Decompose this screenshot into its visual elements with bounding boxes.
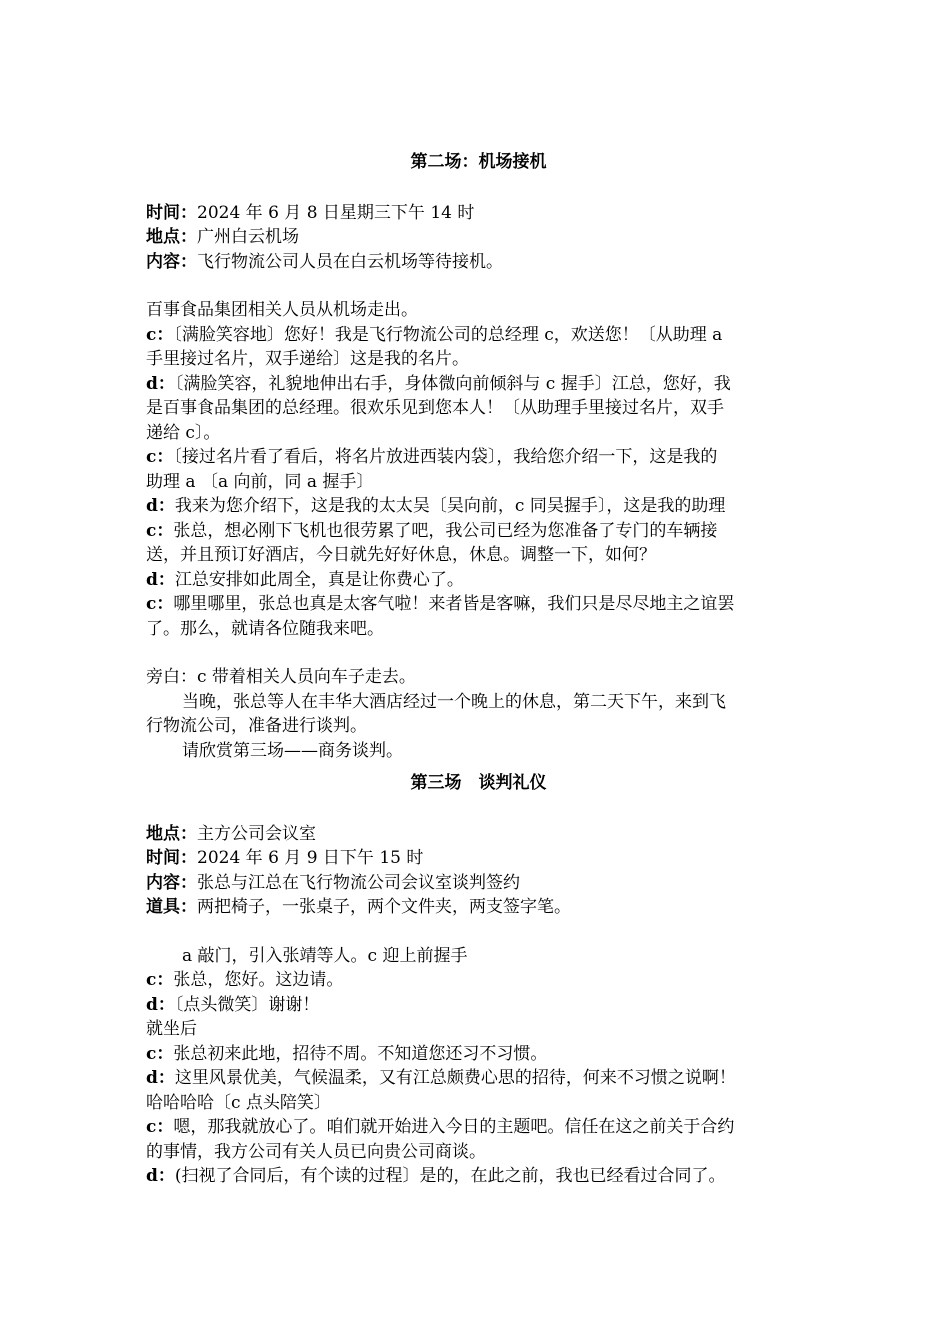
scene3-meta-content [146,871,811,896]
meta-value: 张总与江总在飞行物流公司会议室谈判签约 [197,872,520,893]
dialogue-line [146,1164,811,1189]
narration: 旁白：c 带着相关人员向车子走去。 [146,667,416,687]
speaker-label: d： [146,496,175,516]
dialogue-line: 是百事食品集团的总经理。很欢乐见到您本人！〔从助理手里接过名片，双手 [146,398,724,418]
scene2-meta-place [146,225,811,250]
scene2-meta-time [146,201,811,226]
dialogue-text: (扫视了合同后，有个读的过程〕是的，在此之前，我也已经看过合同了。 [174,1166,726,1186]
scene3-meta-place [146,822,811,847]
meta-value: 2024 年 6 月 8 日星期三下午 14 时 [197,202,475,223]
speaker-label: c： [146,1043,174,1064]
dialogue-text: 嗯，那我就放心了。咱们就开始进入今日的主题吧。信任在这之前关于合约 [173,1117,735,1137]
meta-value: 2024 年 6 月 9 日下午 15 时 [197,848,424,868]
dialogue-line: 手里接过名片，双手递给〕这是我的名片。 [146,349,469,369]
dialogue-line: 了。那么，就请各位随我来吧。 [146,618,384,639]
scene2-title: 第二场：机场接机 [410,152,547,172]
meta-label: 内容： [146,872,197,893]
dialogue-text: 张总，您好。这边请。 [173,970,344,990]
dialogue-text: 张总，想必刚下飞机也很劳累了吧，我公司已经为您准备了专门的车辆接 [173,520,718,541]
narration-paragraph: 当晚，张总等人在丰华大酒店经过一个晚上的休息，第二天下午，来到飞 [182,691,726,712]
dialogue-line: 的事情，我方公司有关人员已向贵公司商谈。 [146,1141,486,1162]
meta-label: 时间： [146,848,197,868]
speaker-label: d： [146,994,175,1015]
scene3-meta-time [146,846,811,871]
meta-label: 时间： [146,202,197,223]
dialogue-line: 哈哈哈哈〔c 点头陪笑〕 [146,1092,331,1113]
narration-paragraph: 行物流公司，准备进行谈判。 [146,716,367,736]
dialogue-text: 哪里哪里，张总也真是太客气啦！来者皆是客嘛，我们只是尽尽地主之谊罢 [173,594,735,614]
meta-label: 内容： [146,251,197,272]
meta-value: 两把椅子，一张桌子，两个文件夹，两支签字笔。 [197,897,571,917]
dialogue-text: 〔满脸笑容，礼貌地伸出右手，身体微向前倾斜与 c 握手〕江总，您好，我 [174,373,731,394]
speaker-label: d： [146,569,175,590]
meta-value: 广州白云机场 [197,227,299,247]
scene3-meta-props [146,895,811,920]
speaker-label: c： [146,970,174,990]
spacer [146,274,811,298]
scene2-intro: 百事食品集团相关人员从机场走出。 [146,300,418,320]
dialogue-line [146,993,811,1018]
dialogue-line: 递给 c〕。 [146,422,221,443]
speaker-label: c： [146,324,174,345]
dialogue-text: 江总安排如此周全，真是让你费心了。 [174,569,464,590]
dialogue-text: 张总初来此地，招待不周。不知道您还习不习惯。 [173,1043,548,1064]
dialogue-line [146,494,811,519]
narration-paragraph: 请欣赏第三场——商务谈判。 [182,740,403,761]
dialogue-text: 〔满脸笑容地〕您好！我是飞行物流公司的总经理 c，欢送您！〔从助理 a [173,324,723,345]
dialogue-line [146,1115,811,1140]
spacer [146,920,811,944]
dialogue-text: 我来为您介绍下，这是我的太太吴〔吴向前，c 同吴握手〕，这是我的助理 [174,496,726,516]
dialogue-line [146,445,811,470]
dialogue-line [146,519,811,544]
meta-label: 地点： [146,823,197,844]
speaker-label: d： [146,373,175,394]
dialogue-text: 这里风景优美，气候温柔，又有江总颇费心思的招待，何来不习惯之说啊！ [174,1068,736,1088]
spacer [146,641,811,665]
dialogue-line: 送，并且预订好酒店，今日就先好好休息，休息。调整一下，如何？ [146,545,656,565]
speaker-label: d： [146,1166,175,1186]
speaker-label: c： [146,520,174,541]
dialogue-line: 助理 a 〔a 向前，同 a 握手〕 [146,471,374,492]
stage-direction: 就坐后 [146,1019,197,1039]
dialogue-line [146,323,811,348]
meta-label: 道具： [146,897,197,917]
speaker-label: c： [146,1117,174,1137]
dialogue-line [146,968,811,993]
stage-action: a 敲门，引入张靖等人。c 迎上前握手 [182,945,468,966]
speaker-label: d： [146,1068,175,1088]
speaker-label: c： [146,594,174,614]
dialogue-line [146,1066,811,1091]
dialogue-line [146,592,811,617]
dialogue-line [146,372,811,397]
dialogue-text: 〔点头微笑〕谢谢！ [174,994,320,1015]
meta-value: 主方公司会议室 [197,823,316,844]
document-page [146,150,811,1189]
scene2-meta-content [146,250,811,275]
speaker-label: c： [146,447,174,467]
meta-value: 飞行物流公司人员在白云机场等待接机。 [197,251,503,272]
dialogue-text: 〔接过名片看了看后，将名片放进西装内袋〕，我给您介绍一下，这是我的 [173,447,718,467]
dialogue-line [146,568,811,593]
dialogue-line [146,1042,811,1067]
scene3-title: 第三场 谈判礼仪 [410,773,547,793]
meta-label: 地点： [146,227,197,247]
